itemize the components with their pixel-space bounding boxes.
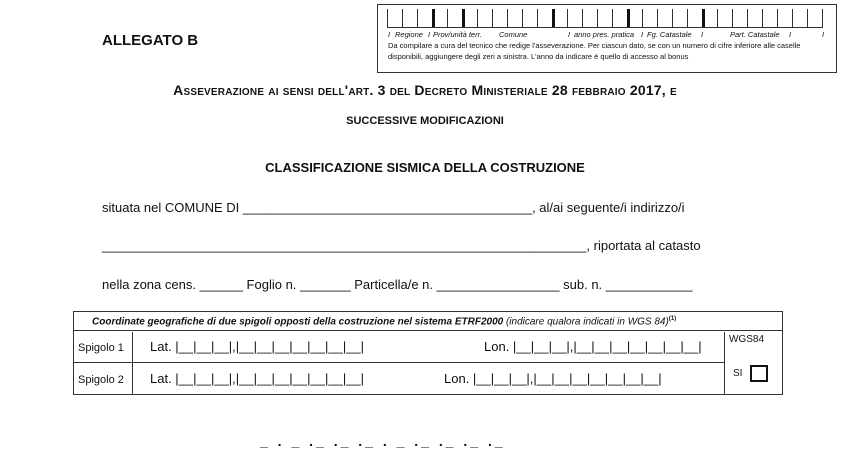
coordinates-table	[73, 311, 783, 395]
spigolo-2-lon-field[interactable]: Lon. |__|__|__|,|__|__|__|__|__|__|__|	[444, 371, 662, 386]
legend-part: Part. Catastale	[730, 30, 780, 39]
wgs84-checkbox[interactable]	[750, 365, 768, 382]
spigolo-1-lat-field[interactable]: Lat. |__|__|__|,|__|__|__|__|__|__|__|	[150, 339, 365, 354]
zona-foglio-particella-line[interactable]: nella zona cens. ______ Foglio n. _______ Particella/e n. _________________ sub. n. ____________	[102, 277, 693, 292]
legend-regione: Regione	[395, 30, 423, 39]
footnote-marker: (1)	[668, 316, 677, 322]
spigolo-1-lon-field[interactable]: Lon. |__|__|__|,|__|__|__|__|__|__|__|	[484, 339, 702, 354]
asseverazione-title: Asseverazione ai sensi dell'art. 3 del Decreto Ministeriale 28 febbraio 2017, e	[173, 82, 677, 98]
si-label: SI	[733, 368, 743, 379]
legend-anno: anno pres. pratica	[574, 30, 635, 39]
coordinates-header: Coordinate geografiche di due spigoli opposti della costruzione nel sistema ETRF2000 (indicare qualora indicati in WGS 84)$^{(1)}$	[74, 312, 782, 331]
code-instructions: Da compilare a cura del tecnico che redige l'asseverazione. Per ciascun dato, se con un numero di cifre inferiore alle caselle disponibili, aggiungere degli zeri a sinistra. L'anno da indicare è quello di accesso al bonus	[388, 41, 801, 61]
wgs84-label: WGS84	[729, 334, 765, 345]
spigolo-2-lat-field[interactable]: Lat. |__|__|__|,|__|__|__|__|__|__|__|	[150, 371, 365, 386]
legend-fg: Fg. Catastale	[647, 30, 692, 39]
legend-comune: Comune	[499, 30, 528, 39]
spigolo-2-row	[74, 364, 724, 395]
classificazione-title: CLASSIFICAZIONE SISMICA DELLA COSTRUZIONE	[265, 160, 585, 175]
catasto-line[interactable]: ___________________________________________________________________, riportata al catasto	[102, 238, 701, 253]
successive-modificazioni-title: SUCCESSIVE MODIFICAZIONI	[346, 115, 504, 127]
spigolo-2-label: Spigolo 2	[78, 374, 124, 386]
code-cells[interactable]	[387, 9, 823, 28]
allegato-label: ALLEGATO B	[102, 32, 199, 49]
legend-prov: Prov/unità terr.	[433, 30, 482, 39]
page-divider: _ . _ ._ ._ ._ . _ ._ ._ ._ ._	[260, 433, 506, 449]
coordinates-header-note: (indicare qualora indicati in WGS 84)	[505, 316, 669, 328]
spigolo-1-row	[74, 332, 724, 363]
spigolo-1-label: Spigolo 1	[78, 342, 124, 354]
comune-address-line[interactable]: situata nel COMUNE DI ________________________________________, al/ai seguente/i indirizzo/i	[102, 200, 685, 215]
codice-pratica-box: I Regione I Prov/unità terr. Comune I anno pres. pratica I Fg. Catastale I Part. Catastale I I Da compilare a cura del tecnico che redige l'asseverazione. Per ciascun dato, se con un numero di cifre inferiore alle caselle disponibili, aggiungere degli zeri a sinistra. L'anno da indicare è quello di accesso al bonus	[377, 4, 837, 73]
